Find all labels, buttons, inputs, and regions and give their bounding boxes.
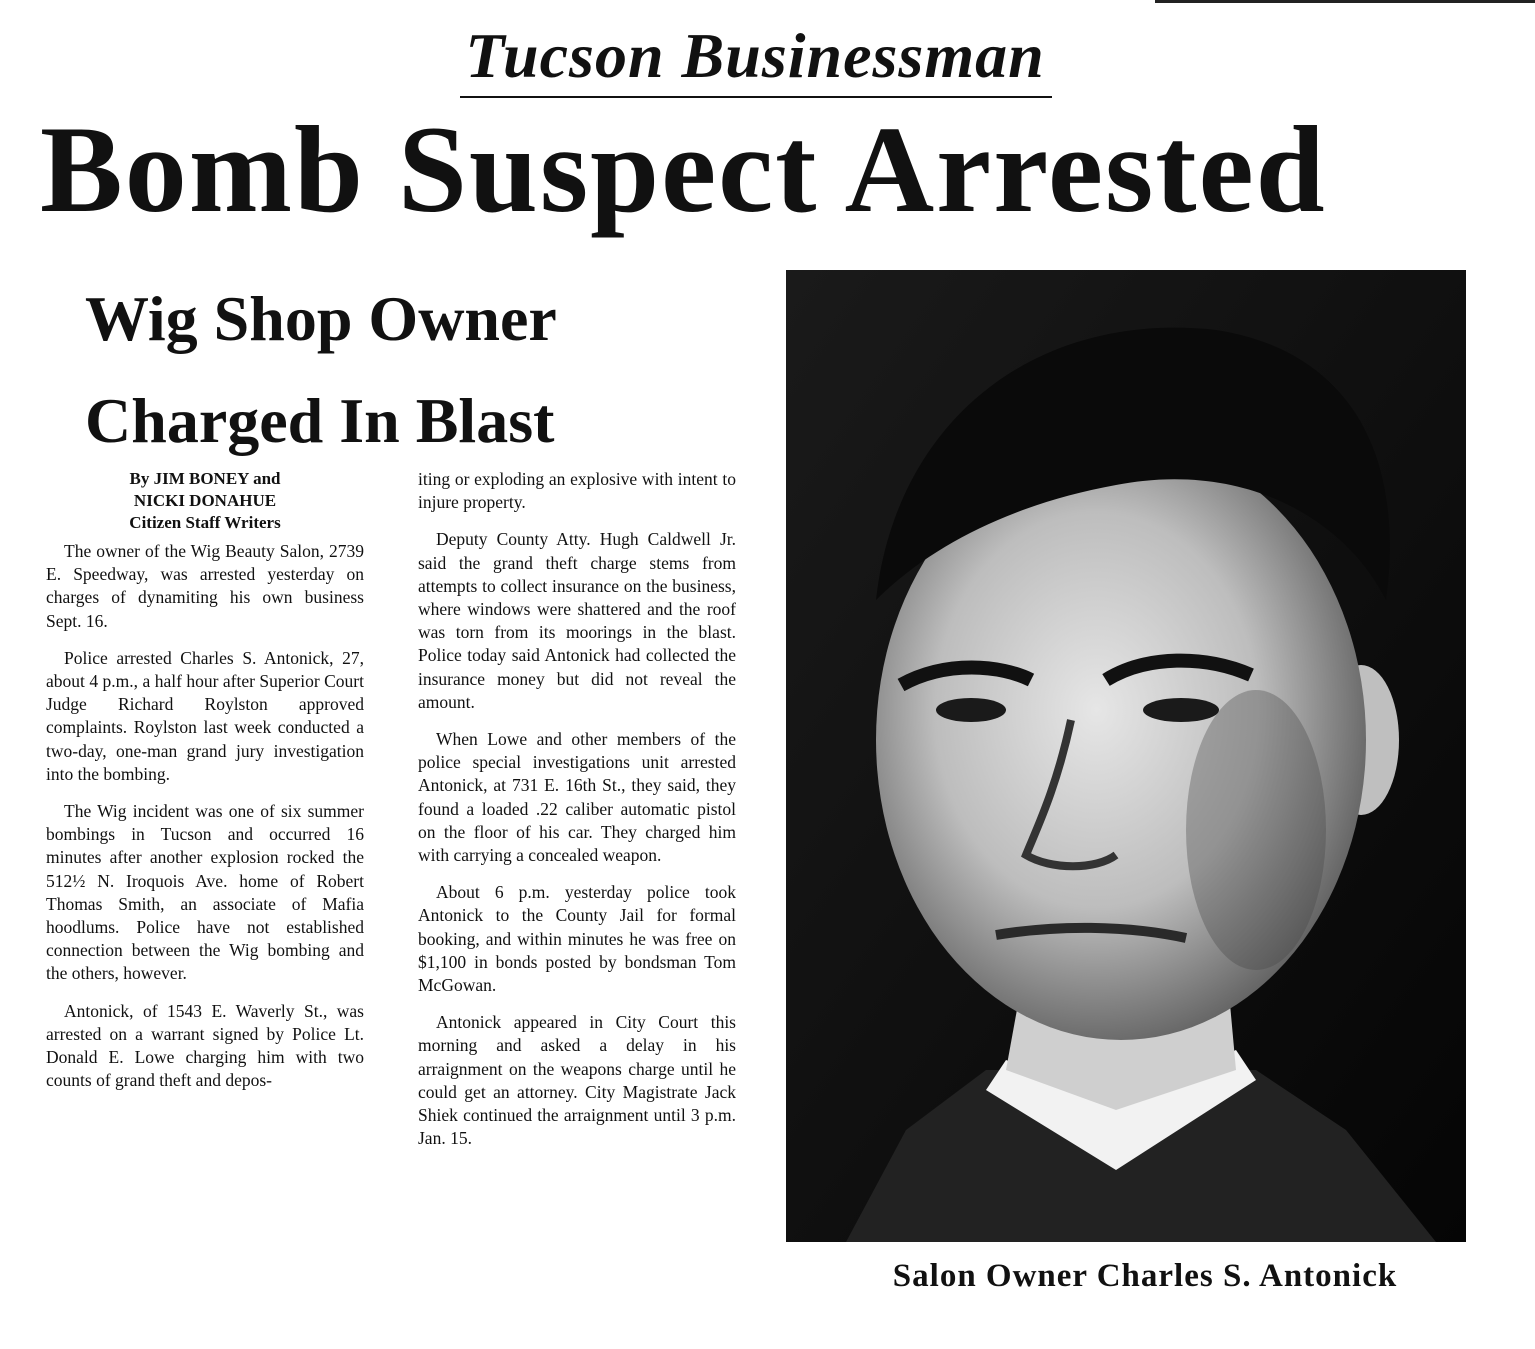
byline-line-3: Citizen Staff Writers (129, 513, 281, 532)
subhead-line-2: Charged In Blast (85, 385, 555, 456)
kicker-headline: Tucson Businessman (465, 20, 1045, 91)
paragraph: iting or exploding an explosive with intent to injure property. (418, 469, 736, 513)
paragraph: The owner of the Wig Beauty Salon, 2739 E. Speedway, was arrested yesterday on charges of dynamiting his own business Sept. 16. (46, 541, 364, 631)
kicker-underline (460, 96, 1052, 98)
paragraph: Police arrested Charles S. Antonick, 27, about 4 p.m., a half hour after Superior Court Judge Richard Roylston approved complaints. Roylston last week conducted a two-day, one-man grand jury investigation into the bombing. (46, 647, 364, 784)
main-headline: Bomb Suspect Arrested (40, 101, 1327, 238)
article-column-2 (418, 468, 736, 1164)
portrait-illustration (786, 270, 1466, 1242)
paragraph: The Wig incident was one of six summer bombings in Tucson and occurred 16 minutes after another explosion rocked the 512½ N. Iroquois Ave. home of Robert Thomas Smith, an associate of Mafia hoodlums. Police have not established connection between the Wig bombing and the others, however. (46, 801, 364, 984)
paragraph: When Lowe and other members of the police special investigations unit arrested Antonick, at 731 E. 16th St., they said, they found a loaded .22 caliber automatic pistol on the floor of his car. They charged him with carrying a concealed weapon. (418, 729, 736, 866)
photo-caption: Salon Owner Charles S. Antonick (892, 1258, 1398, 1294)
paragraph: Antonick appeared in City Court this morning and asked a delay in his arraignment on the weapons charge until he could get an attorney. City Magistrate Jack Shiek continued the arraignment until 3 p.m. Jan. 15. (418, 1012, 736, 1149)
byline-line-1: By JIM BONEY and (129, 469, 281, 488)
paragraph: About 6 p.m. yesterday police took Antonick to the County Jail for formal booking, and within minutes he was free on $1,100 in bonds posted by bondsman Tom McGowan. (418, 882, 736, 996)
byline-line-2: NICKI DONAHUE (133, 491, 277, 510)
paragraph: Deputy County Atty. Hugh Caldwell Jr. said the grand theft charge stems from attempts to collect insurance on the business, where windows were shattered and the roof was torn from its moorings in the blast. Police today said Antonick had collected the insurance money but did not reveal the amount. (418, 529, 736, 712)
byline (46, 468, 364, 534)
subhead-line-1: Wig Shop Owner (85, 283, 557, 354)
top-rule (1155, 0, 1535, 3)
portrait-photo (786, 270, 1466, 1242)
article-column-1 (46, 468, 364, 1106)
paragraph: Antonick, of 1543 E. Waverly St., was arrested on a warrant signed by Police Lt. Donald E. Lowe charging him with two counts of grand theft and depos- (46, 1000, 364, 1091)
subheadline (85, 268, 705, 472)
